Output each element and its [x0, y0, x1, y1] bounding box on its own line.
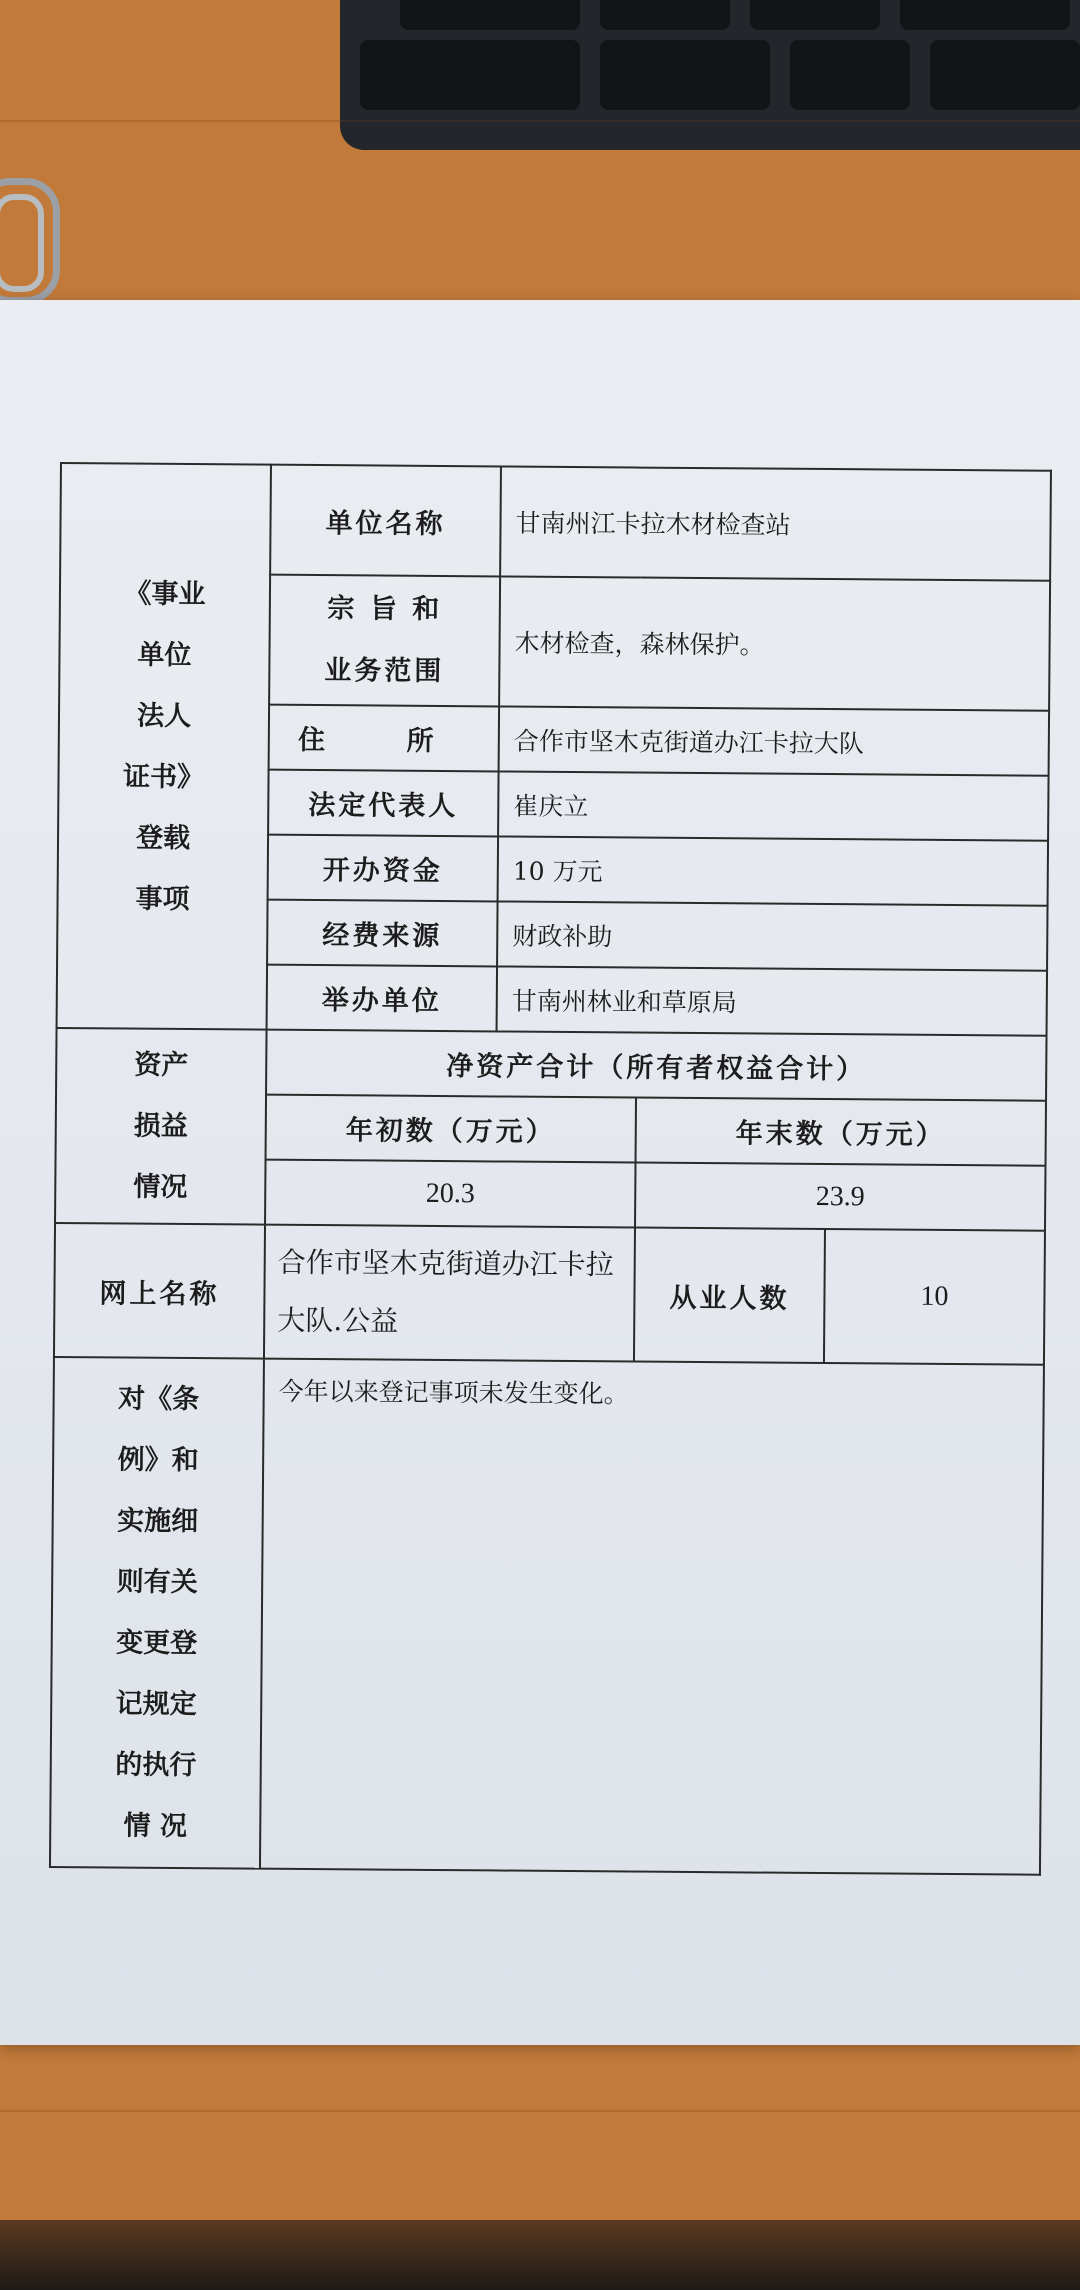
staff-count-value: 10: [824, 1229, 1045, 1365]
staff-count-label: 从业人数: [634, 1228, 825, 1363]
capital-value: 10 万元: [498, 836, 1049, 905]
purpose-value: 木材检查，森林保护。: [499, 576, 1050, 710]
regulation-value: 今年以来登记事项未发生变化。: [260, 1359, 1044, 1875]
address-label: 住 所: [269, 705, 500, 772]
begin-year-value: 20.3: [265, 1160, 635, 1228]
assets-section-label: 资产 损益 情况: [55, 1028, 267, 1225]
regulation-label: 对《条 例》和 实施细 则有关 变更登 记规定 的执行 情 况: [50, 1357, 264, 1869]
end-year-label: 年末数（万元）: [636, 1098, 1047, 1166]
purpose-label: 宗 旨 和 业务范围: [269, 575, 500, 707]
net-assets-header: 净资产合计（所有者权益合计）: [266, 1030, 1047, 1101]
desk-grain: [0, 120, 1080, 122]
desk-shadow: [0, 2220, 1080, 2290]
legal-rep-value: 崔庆立: [498, 771, 1049, 840]
capital-label: 开办资金: [268, 835, 499, 902]
legal-rep-label: 法定代表人: [268, 770, 499, 837]
unit-name-label: 单位名称: [270, 465, 501, 577]
online-name-label: 网上名称: [54, 1223, 265, 1359]
online-name-value: 合作市坚木克街道办江卡拉大队.公益: [264, 1225, 635, 1362]
end-year-value: 23.9: [635, 1163, 1046, 1231]
desk-grain: [0, 2110, 1080, 2112]
address-value: 合作市坚木克街道办江卡拉大队: [499, 706, 1050, 775]
registration-form-table: [49, 462, 1052, 1876]
keyboard: [340, 0, 1080, 150]
sponsor-label: 举办单位: [267, 965, 498, 1032]
begin-year-label: 年初数（万元）: [266, 1095, 636, 1163]
paper-clip-inner: [0, 194, 44, 292]
funding-value: 财政补助: [497, 901, 1048, 970]
unit-name-value: 甘南州江卡拉木材检查站: [500, 466, 1051, 580]
sponsor-value: 甘南州林业和草原局: [497, 966, 1048, 1035]
registration-items-label: 《事业 单位 法人 证书》 登载 事项: [57, 463, 271, 1030]
funding-label: 经费来源: [267, 900, 498, 967]
